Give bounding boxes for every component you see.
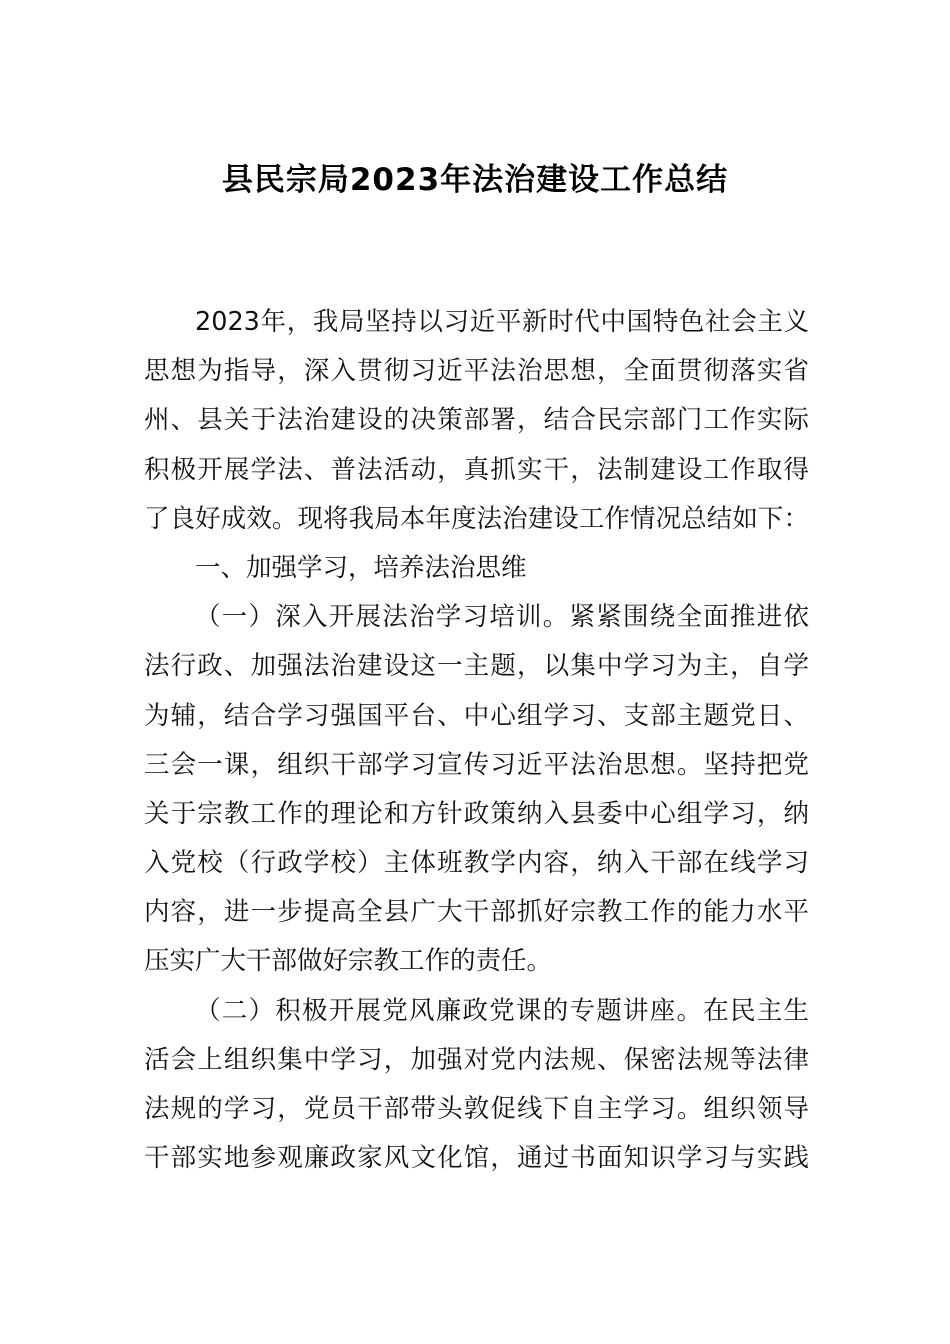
- paragraph-line: 活会上组织集中学习，加强对党内法规、保密法规等法律: [144, 1044, 809, 1075]
- document-title: 县民宗局2023年法治建设工作总结: [221, 162, 729, 198]
- paragraph-line: 法行政、加强法治建设这一主题，以集中学习为主，自学: [144, 651, 809, 682]
- paragraph-line: 三会一课，组织干部学习宣传习近平法治思想。坚持把党: [144, 749, 809, 780]
- paragraph-line: 州、县关于法治建设的决策部署，结合民宗部门工作实际: [144, 405, 809, 436]
- paragraph-line: 干部实地参观廉政家风文化馆，通过书面知识学习与实践: [144, 1143, 809, 1174]
- paragraph-line: 入党校（行政学校）主体班教学内容，纳入干部在线学习: [144, 848, 809, 879]
- paragraph-line: 思想为指导，深入贯彻习近平法治思想，全面贯彻落实省: [144, 356, 809, 387]
- section-heading: 一、加强学习，培养法治思维: [195, 552, 527, 583]
- paragraph-line: 积极开展学法、普法活动，真抓实干，法制建设工作取得: [144, 454, 809, 485]
- paragraph-line: （一）深入开展法治学习培训。紧紧围绕全面推进依: [195, 602, 809, 633]
- paragraph-line: 2023年，我局坚持以习近平新时代中国特色社会主义: [195, 307, 809, 337]
- paragraph-line: 法规的学习，党员干部带头敦促线下自主学习。组织领导: [144, 1094, 809, 1124]
- paragraph-line: 压实广大干部做好宗教工作的责任。: [144, 946, 553, 977]
- paragraph-line: 了良好成效。现将我局本年度法治建设工作情况总结如下：: [144, 503, 809, 534]
- paragraph-line: 内容，进一步提高全县广大干部抓好宗教工作的能力水平: [144, 897, 809, 928]
- paragraph-line: （二）积极开展党风廉政党课的专题讲座。在民主生: [195, 995, 809, 1026]
- paragraph-line: 关于宗教工作的理论和方针政策纳入县委中心组学习，纳: [144, 798, 809, 829]
- paragraph-line: 为辅，结合学习强国平台、中心组学习、支部主题党日、: [144, 700, 809, 731]
- document-body: [144, 298, 809, 1183]
